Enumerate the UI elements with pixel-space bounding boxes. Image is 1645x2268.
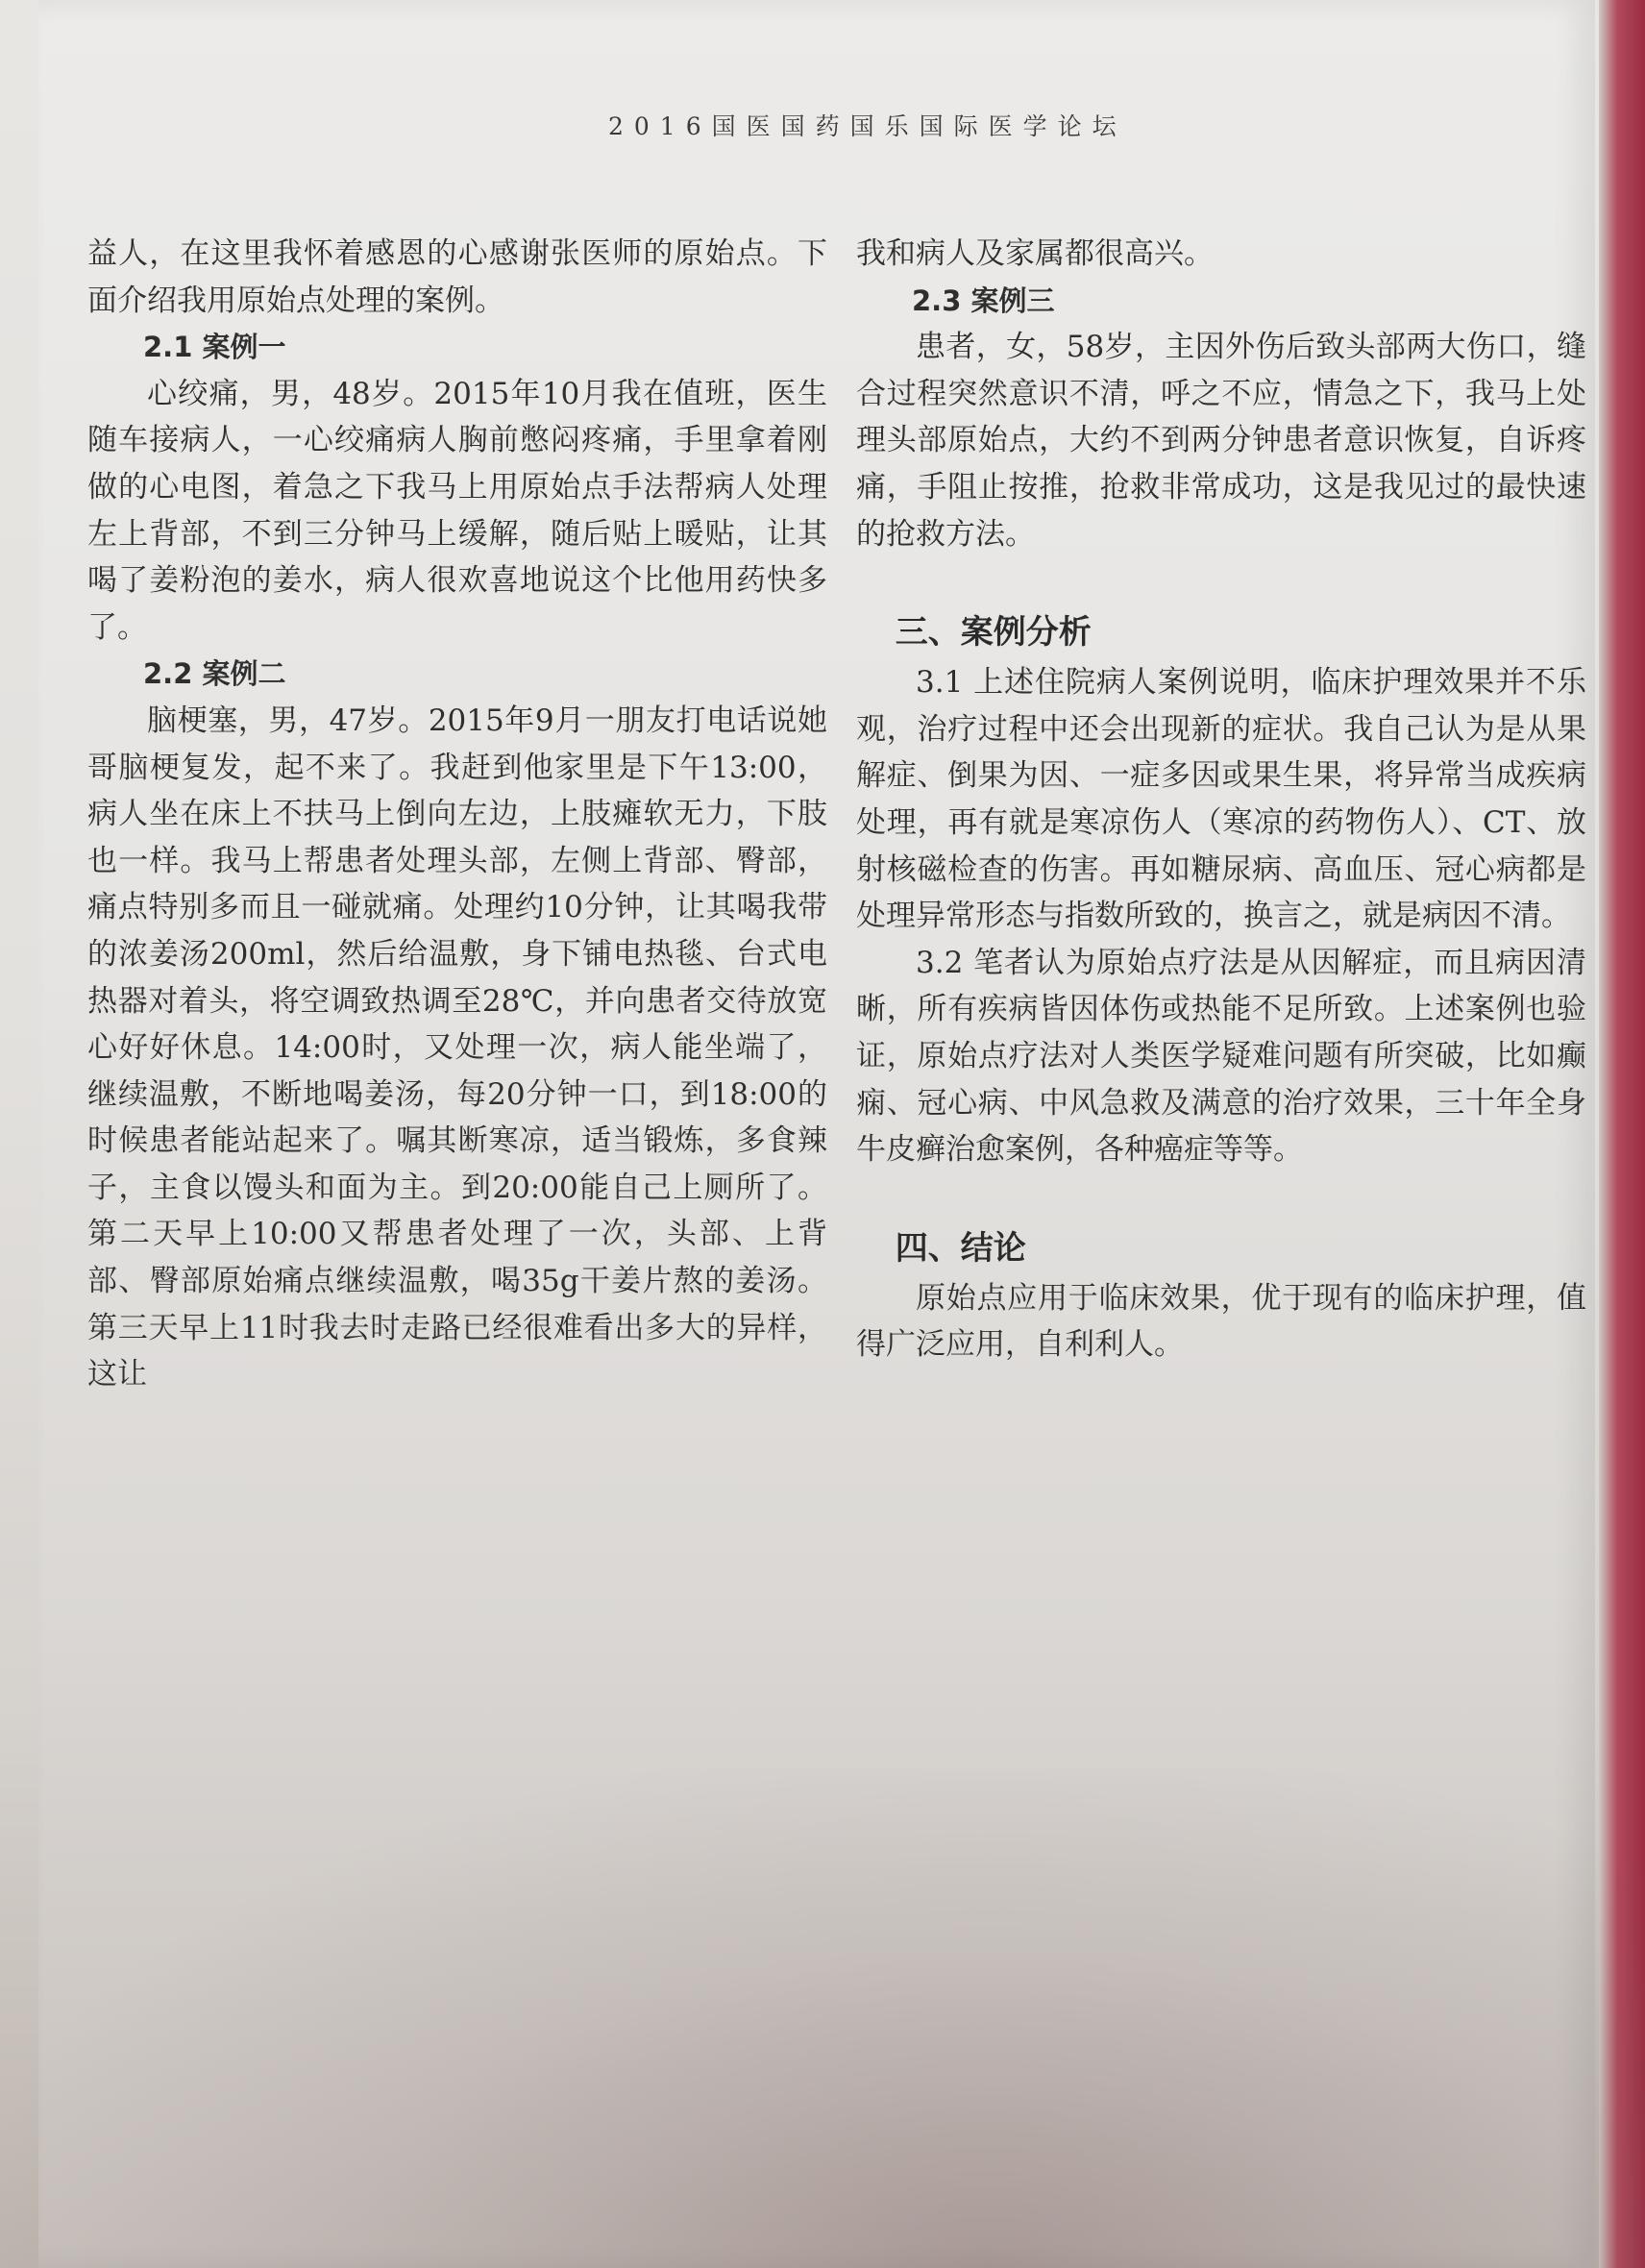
section-2-1-heading: 2.1 案例一 [143, 331, 286, 364]
section-2-2-heading: 2.2 案例二 [143, 657, 286, 691]
section-3-heading: 三、案例分析 [895, 613, 1092, 653]
conclusion-paragraph: 原始点应用于临床效果，优于现有的临床护理，值得广泛应用，自利利人。 [856, 1280, 1586, 1363]
case-three-paragraph: 患者，女，58岁，主因外伤后致头部两大伤口，缝合过程突然意识不清，呼之不应，情急之下，我马上处理头部原始点，大约不到两分钟患者意识恢复，自诉疼痛，手阻止按推，抢救非常成功，这是我见过的最快速的抢救方法。 [856, 330, 1586, 552]
section-4-heading: 四、结论 [895, 1228, 1026, 1268]
analysis-3-1-paragraph: 3.1 上述住院病人案例说明，临床护理效果并不乐观，治疗过程中还会出现新的症状。我自己认为是从果解症、倒果为因、一症多因或果生果，将异常当成疾病处理，再有就是寒凉伤人（寒凉的药物伤人）、CT、放射核磁检查的伤害。再如糖尿病、高血压、冠心病都是处理异常形态与指数所致的，换言之，就是病因不清。 [856, 665, 1586, 934]
case-two-continuation: 我和病人及家属都很高兴。 [856, 236, 1214, 271]
running-header: 2016国医国药国乐国际医学论坛 [608, 112, 1127, 140]
left-column [87, 231, 827, 1398]
case-two-paragraph: 脑梗塞，男，47岁。2015年9月一朋友打电话说她哥脑梗复发，起不来了。我赶到他家里是下午13:00，病人坐在床上不扶马上倒向左边，上肢瘫软无力，下肢也一样。我马上帮患者处理头部，左侧上背部、臀部，痛点特别多而且一碰就痛。处理约10分钟，让其喝我带的浓姜汤200ml，然后给温敷，身下铺电热毯、台式电热器对着头，将空调致热调至28℃，并向患者交待放宽心好好休息。14:00时，又处理一次，病人能坐端了，继续温敷，不断地喝姜汤，每20分钟一口，到18:00的时候患者能站起来了。嘱其断寒凉，适当锻炼，多食辣子，主食以馒头和面为主。到20:00能自己上厕所了。第二天早上10:00又帮患者处理了一次，头部、上背部、臀部原始痛点继续温敷，喝35g干姜片熬的姜汤。第三天早上11时我去时走路已经很难看出多大的异样，这让 [87, 703, 827, 1393]
section-2-3-heading: 2.3 案例三 [912, 284, 1055, 317]
case-one-paragraph: 心绞痛，男，48岁。2015年10月我在值班，医生随车接病人，一心绞痛病人胸前憋闷疼痛，手里拿着刚做的心电图，着急之下我马上用原始点手法帮病人处理左上背部，不到三分钟马上缓解，随后贴上暖贴，让其喝了姜粉泡的姜水，病人很欢喜地说这个比他用药快多了。 [87, 376, 827, 645]
right-column [856, 231, 1586, 1368]
left-paragraph-intro: 益人，在这里我怀着感恩的心感谢张医师的原始点。下面介绍我用原始点处理的案例。 [87, 236, 827, 318]
analysis-3-2-paragraph: 3.2 笔者认为原始点疗法是从因解症，而且病因清晰，所有疾病皆因体伤或热能不足所致。上述案例也验证，原始点疗法对人类医学疑难问题有所突破，比如癫痫、冠心病、中风急救及满意的治疗效果，三十年全身牛皮癣治愈案例，各种癌症等等。 [856, 945, 1586, 1168]
book-edge [1599, 0, 1645, 2268]
